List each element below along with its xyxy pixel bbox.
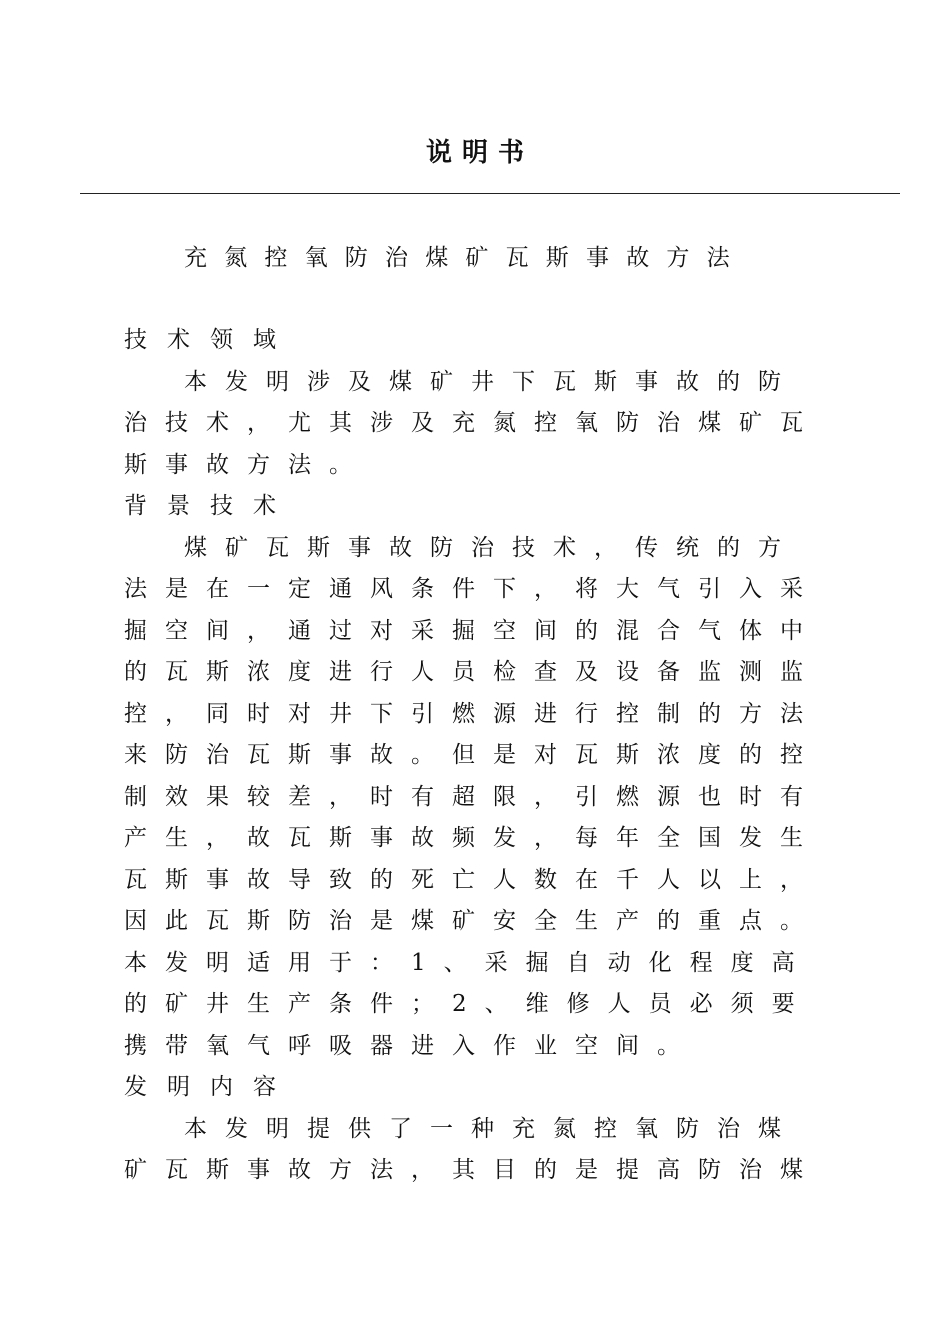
- section-heading: 技术领域: [124, 327, 296, 353]
- paragraph-line: 携带氧气呼吸器进入作业空间。: [124, 1032, 698, 1059]
- paragraph-line: 法是在一定通风条件下，将大气引入采: [124, 576, 821, 602]
- paragraph-line: 因此瓦斯防治是煤矿安全生产的重点。: [124, 908, 821, 934]
- paragraph-line: 来防治瓦斯事故。但是对瓦斯浓度的控: [124, 742, 821, 768]
- paragraph-line: 的矿井生产条件；2、维修人员必须要: [124, 991, 813, 1017]
- page-header-title: 说明书: [425, 138, 534, 168]
- paragraph-line: 掘空间，通过对采掘空间的混合气体中: [124, 617, 821, 644]
- paragraph-line: 制效果较差，时有超限，引燃源也时有: [124, 783, 821, 810]
- paragraph-line: 煤矿瓦斯事故防治技术，传统的方: [184, 534, 799, 561]
- paragraph-line: 本发明涉及煤矿井下瓦斯事故的防: [184, 368, 799, 395]
- section-heading: 背景技术: [124, 493, 296, 519]
- paragraph-line: 产生，故瓦斯事故频发，每年全国发生: [124, 825, 821, 851]
- paragraph-line: 治技术，尤其涉及充氮控氧防治煤矿瓦: [124, 410, 821, 436]
- paragraph-line: 控，同时对井下引燃源进行控制的方法: [124, 700, 821, 727]
- paragraph-line: 的瓦斯浓度进行人员检查及设备监测监: [124, 659, 821, 685]
- document-body: [124, 320, 821, 1192]
- document-title: 充氮控氧防治煤矿瓦斯事故方法: [184, 245, 747, 271]
- paragraph-line: 矿瓦斯事故方法，其目的是提高防治煤: [124, 1157, 821, 1183]
- section-heading: 发明内容: [124, 1074, 296, 1100]
- paragraph-line: 本发明适用于：1、采掘自动化程度高: [124, 949, 813, 976]
- header-divider: [80, 193, 900, 194]
- paragraph-line: 斯事故方法。: [124, 451, 370, 478]
- paragraph-line: 本发明提供了一种充氮控氧防治煤: [184, 1115, 799, 1142]
- paragraph-line: 瓦斯事故导致的死亡人数在千人以上，: [124, 866, 821, 893]
